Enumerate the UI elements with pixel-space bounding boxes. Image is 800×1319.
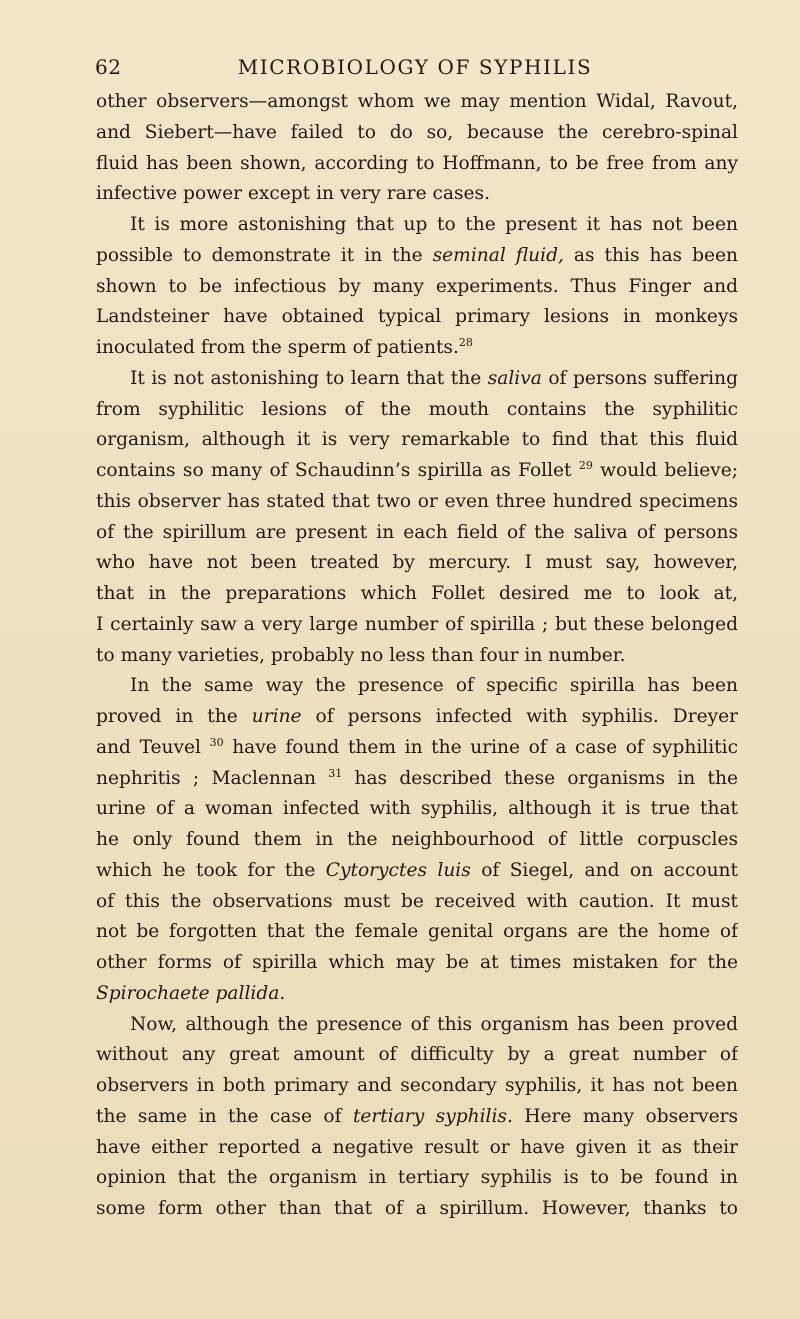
text-line <box>96 733 738 764</box>
text-line <box>96 333 738 364</box>
running-head: MICROBIOLOGY OF SYPHILIS <box>237 55 593 79</box>
line-text: would believe; <box>592 460 738 481</box>
page-number: 62 <box>95 55 122 79</box>
line-text: some form other than that of a spirillum. However, thanks to <box>96 1198 738 1219</box>
text-line <box>96 1010 738 1041</box>
text-line <box>96 1194 738 1225</box>
line-text: urine of a woman infected with syphilis, although it is true that <box>96 798 738 820</box>
text-line <box>96 794 738 825</box>
line-text: nephritis ; Maclennan <box>96 767 329 789</box>
line-text: Here many observers <box>512 1105 738 1127</box>
text-line <box>96 241 738 272</box>
line-text: In the same way the presence of specific spirilla has been <box>130 675 738 697</box>
line-text: Landsteiner have obtained typical primary lesions in monkeys <box>96 306 738 328</box>
text-line <box>96 425 738 456</box>
italic-text: seminal fluid, <box>432 244 564 266</box>
body-text <box>96 87 738 1225</box>
line-text: shown to be infectious by many experiments. Thus Finger and <box>96 275 738 297</box>
line-text: infective power except in very rare cases. <box>96 183 490 205</box>
line-text: he only found them in the neighbourhood of little corpuscles <box>96 829 738 850</box>
text-line <box>96 518 738 549</box>
text-line <box>96 87 738 118</box>
italic-text: Spirochaete pallida. <box>96 982 286 1004</box>
text-line <box>96 641 738 672</box>
line-text: not be forgotten that the female genital organs are the home of <box>96 921 738 943</box>
line-text: without any great amount of difficulty by a great number of <box>96 1044 738 1066</box>
line-text: possible to demonstrate it in the <box>96 244 433 266</box>
text-line <box>96 179 738 210</box>
text-line <box>96 1163 738 1194</box>
line-text: of this the observations must be received with caution. It must <box>96 890 738 912</box>
line-text: from syphilitic lesions of the mouth contains the syphilitic <box>96 398 738 420</box>
line-text: have either reported a negative result or have given it as their <box>96 1136 738 1158</box>
line-text: I certainly saw a very large number of spirilla ; but these belonged <box>96 613 738 635</box>
footnote-marker: 30 <box>209 735 224 749</box>
footnote-marker: 31 <box>328 766 343 780</box>
text-line <box>96 948 738 979</box>
italic-text: urine <box>251 706 302 727</box>
text-line <box>96 302 738 333</box>
italic-text: tertiary syphilis. <box>352 1105 513 1127</box>
line-text: of persons suffering <box>541 367 738 389</box>
text-line <box>96 917 738 948</box>
page-header <box>95 55 735 85</box>
line-text: Now, although the presence of this organism has been proved <box>130 1013 738 1035</box>
line-text: as this has been <box>563 244 738 266</box>
text-line <box>96 579 738 610</box>
line-text: to many varieties, probably no less than four in number. <box>96 644 626 666</box>
text-line <box>96 456 738 487</box>
line-text: organism, although it is very remarkable to find that this fluid <box>96 429 738 451</box>
text-line <box>96 1102 738 1133</box>
footnote-marker: 29 <box>578 459 593 472</box>
line-text: of persons infected with syphilis. Dreyer <box>301 706 738 727</box>
text-line <box>96 825 738 856</box>
line-text: opinion that the organism in tertiary syphilis is to be found in <box>96 1167 738 1189</box>
line-text: of Siegel, and on account <box>470 859 738 881</box>
text-line <box>96 887 738 918</box>
line-text: It is not astonishing to learn that the <box>130 367 488 389</box>
line-text: other forms of spirilla which may be at times mistaken for the <box>96 952 738 973</box>
text-line <box>96 610 738 641</box>
line-text: and Siebert—have failed to do so, because the cerebro-spinal <box>96 121 738 143</box>
line-text: observers in both primary and secondary syphilis, it has not been <box>96 1075 738 1096</box>
line-text: fluid has been shown, according to Hoffmann, to be free from any <box>96 152 738 174</box>
text-line <box>96 272 738 303</box>
line-text: which he took for the <box>96 859 326 881</box>
text-line <box>96 1040 738 1071</box>
line-text: contains so many of Schaudinn’s spirilla as Follet <box>96 460 579 481</box>
line-text: and Teuvel <box>96 736 210 758</box>
line-text: who have not been treated by mercury. I must say, however, <box>96 552 738 574</box>
text-line <box>96 702 738 733</box>
line-text: have found them in the urine of a case of syphilitic <box>223 736 738 758</box>
text-line <box>96 671 738 702</box>
text-line <box>96 764 738 795</box>
text-line <box>96 979 738 1010</box>
italic-text: saliva <box>487 367 542 389</box>
line-text: this observer has stated that two or even three hundred specimens <box>96 490 738 512</box>
line-text: of the spirillum are present in each field of the saliva of persons <box>96 521 738 543</box>
text-line <box>96 210 738 241</box>
line-text: has described these organisms in the <box>342 767 738 789</box>
line-text: the same in the case of <box>96 1105 353 1127</box>
footnote-marker: 28 <box>458 336 473 349</box>
text-line <box>96 487 738 518</box>
text-line <box>96 149 738 180</box>
line-text: It is more astonishing that up to the present it has not been <box>130 214 738 235</box>
text-line <box>96 548 738 579</box>
text-line <box>96 1071 738 1102</box>
line-text: inoculated from the sperm of patients. <box>96 337 459 358</box>
line-text: other observers—amongst whom we may mention Widal, Ravout, <box>96 91 738 112</box>
text-line <box>96 856 738 887</box>
text-line <box>96 364 738 395</box>
text-line <box>96 118 738 149</box>
text-line <box>96 1133 738 1164</box>
italic-text: Cytoryctes luis <box>325 859 471 881</box>
line-text: that in the preparations which Follet desired me to look at, <box>96 583 738 604</box>
text-line <box>96 395 738 426</box>
line-text: proved in the <box>96 706 252 727</box>
